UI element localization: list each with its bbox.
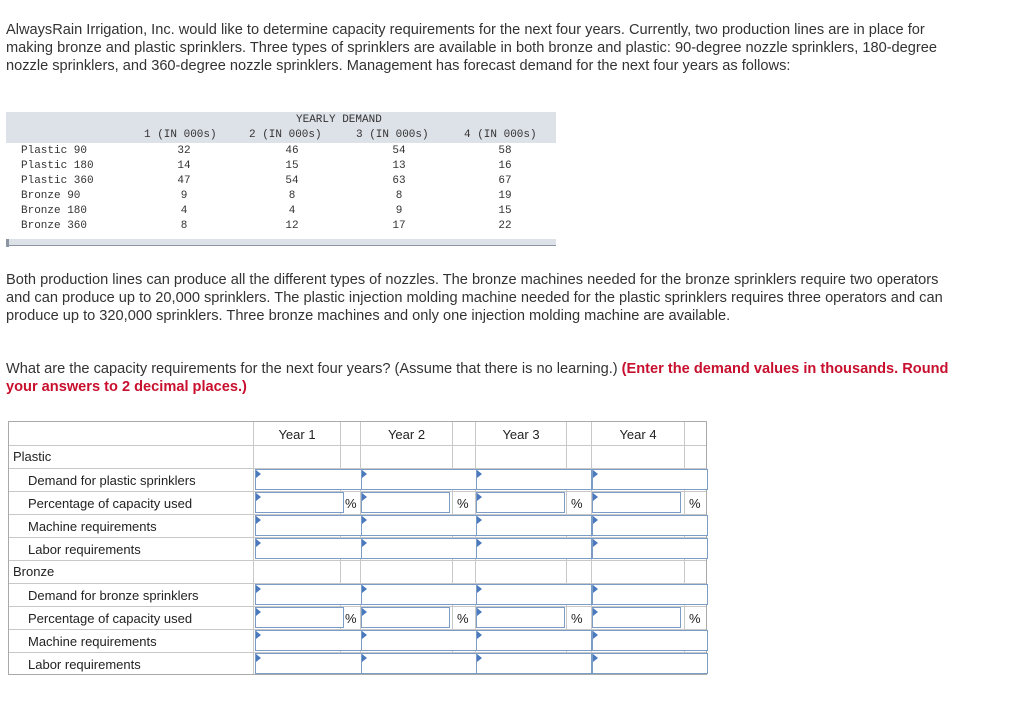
grid-line bbox=[253, 422, 254, 674]
plastic-capacity-year2-input[interactable] bbox=[361, 492, 450, 513]
demand-table-title: YEARLY DEMAND bbox=[296, 114, 382, 126]
bronze-labor-year2-input[interactable] bbox=[361, 653, 477, 674]
plastic-labor-year4-input[interactable] bbox=[592, 538, 708, 559]
production-description: Both production lines can produce all the different types of nozzles. The bronze machines needed for the bronze sprinklers require two operators and can produce up to 20,000 sprinklers. The plastic injection molding machine needed for the plastic sprinklers requires three operators and can produce up to 320,000 sprinklers. Three bronze machines and only one injection molding machine are available. bbox=[6, 272, 943, 324]
demand-cell: 13 bbox=[392, 160, 406, 172]
demand-row-label: Bronze 360 bbox=[21, 220, 88, 232]
demand-row-label: Bronze 180 bbox=[21, 205, 88, 217]
year-header: Year 2 bbox=[387, 427, 426, 442]
demand-cell: 8 bbox=[288, 190, 296, 202]
bronze-machine-year2-input[interactable] bbox=[361, 630, 477, 651]
plastic-labor-year1-input[interactable] bbox=[255, 538, 371, 559]
plastic-demand-year3-input[interactable] bbox=[476, 469, 592, 490]
demand-cell: 15 bbox=[285, 160, 299, 172]
row-label: Demand for plastic sprinklers bbox=[28, 473, 196, 488]
demand-row-label: Plastic 90 bbox=[21, 145, 88, 157]
question-instruction: (Enter the demand values in thousands. Round your answers to 2 decimal places.) bbox=[6, 361, 949, 395]
demand-col-header: 3 (IN 000s) bbox=[356, 129, 429, 141]
bronze-demand-year1-input[interactable] bbox=[255, 584, 371, 605]
percent-sign: % bbox=[345, 496, 357, 511]
percent-sign: % bbox=[571, 496, 583, 511]
plastic-machine-year1-input[interactable] bbox=[255, 515, 371, 536]
plastic-capacity-year1-input[interactable] bbox=[255, 492, 344, 513]
plastic-machine-year3-input[interactable] bbox=[476, 515, 592, 536]
demand-cell: 22 bbox=[498, 220, 512, 232]
plastic-demand-year4-input[interactable] bbox=[592, 469, 708, 490]
percent-sign: % bbox=[689, 611, 701, 626]
row-label: Machine requirements bbox=[28, 634, 157, 649]
row-label: Percentage of capacity used bbox=[28, 611, 193, 626]
section-heading-bronze: Bronze bbox=[13, 564, 55, 579]
demand-cell: 63 bbox=[392, 175, 406, 187]
bronze-machine-year1-input[interactable] bbox=[255, 630, 371, 651]
demand-cell: 9 bbox=[395, 205, 403, 217]
demand-cell: 4 bbox=[180, 205, 188, 217]
year-header: Year 4 bbox=[619, 427, 657, 442]
percent-sign: % bbox=[345, 611, 357, 626]
plastic-machine-year4-input[interactable] bbox=[592, 515, 708, 536]
demand-cell: 19 bbox=[498, 190, 512, 202]
bronze-demand-year3-input[interactable] bbox=[476, 584, 592, 605]
bronze-capacity-year4-input[interactable] bbox=[592, 607, 681, 628]
plastic-capacity-year3-input[interactable] bbox=[476, 492, 565, 513]
demand-col-header: 1 (IN 000s) bbox=[144, 129, 217, 141]
demand-cell: 32 bbox=[177, 145, 191, 157]
demand-cell: 17 bbox=[392, 220, 406, 232]
demand-row-label: Plastic 180 bbox=[21, 160, 94, 172]
demand-cell: 4 bbox=[288, 205, 296, 217]
question-text: What are the capacity requirements for the next four years? (Assume that there is no learning.) bbox=[6, 361, 622, 377]
plastic-labor-year3-input[interactable] bbox=[476, 538, 592, 559]
bronze-labor-year4-input[interactable] bbox=[592, 653, 708, 674]
demand-cell: 54 bbox=[392, 145, 406, 157]
percent-sign: % bbox=[689, 496, 701, 511]
demand-col-header: 2 (IN 000s) bbox=[249, 129, 322, 141]
demand-cell: 54 bbox=[285, 175, 299, 187]
plastic-demand-year1-input[interactable] bbox=[255, 469, 371, 490]
demand-cell: 8 bbox=[395, 190, 403, 202]
demand-cell: 67 bbox=[498, 175, 512, 187]
year-header: Year 1 bbox=[278, 427, 316, 442]
problem-intro: AlwaysRain Irrigation, Inc. would like to determine capacity requirements for the next four years. Currently, two production lines are in place for making bronze and plastic sprinklers. Three types of sprinklers are available in both bronze and plastic: 90-degree nozzle sprinklers, 180-degree nozzle sprinklers, and 360-degree nozzle sprinklers. Management has forecast demand for the next four years as follows: bbox=[6, 22, 937, 74]
plastic-capacity-year4-input[interactable] bbox=[592, 492, 681, 513]
demand-cell: 14 bbox=[177, 160, 191, 172]
grid-line bbox=[9, 445, 706, 446]
demand-table bbox=[6, 112, 556, 247]
percent-sign: % bbox=[457, 496, 469, 511]
demand-cell: 12 bbox=[285, 220, 299, 232]
row-label: Percentage of capacity used bbox=[28, 496, 193, 511]
section-heading-plastic: Plastic bbox=[13, 449, 52, 464]
demand-cell: 8 bbox=[180, 220, 188, 232]
bronze-labor-year3-input[interactable] bbox=[476, 653, 592, 674]
plastic-labor-year2-input[interactable] bbox=[361, 538, 477, 559]
bronze-demand-year4-input[interactable] bbox=[592, 584, 708, 605]
answer-table bbox=[8, 421, 707, 675]
demand-cell: 58 bbox=[498, 145, 512, 157]
row-label: Labor requirements bbox=[28, 542, 141, 557]
row-label: Machine requirements bbox=[28, 519, 157, 534]
demand-row-label: Plastic 360 bbox=[21, 175, 94, 187]
plastic-demand-year2-input[interactable] bbox=[361, 469, 477, 490]
demand-table-underline bbox=[6, 245, 556, 246]
bronze-machine-year3-input[interactable] bbox=[476, 630, 592, 651]
year-header: Year 3 bbox=[502, 427, 540, 442]
bronze-capacity-year2-input[interactable] bbox=[361, 607, 450, 628]
row-label: Demand for bronze sprinklers bbox=[28, 588, 199, 603]
demand-cell: 15 bbox=[498, 205, 512, 217]
demand-cell: 9 bbox=[180, 190, 188, 202]
plastic-machine-year2-input[interactable] bbox=[361, 515, 477, 536]
demand-col-header: 4 (IN 000s) bbox=[464, 129, 537, 141]
bronze-machine-year4-input[interactable] bbox=[592, 630, 708, 651]
percent-sign: % bbox=[457, 611, 469, 626]
demand-cell: 46 bbox=[285, 145, 299, 157]
row-label: Labor requirements bbox=[28, 657, 141, 672]
bronze-capacity-year3-input[interactable] bbox=[476, 607, 565, 628]
demand-cell: 47 bbox=[177, 175, 191, 187]
bronze-labor-year1-input[interactable] bbox=[255, 653, 371, 674]
bronze-demand-year2-input[interactable] bbox=[361, 584, 477, 605]
demand-row-label: Bronze 90 bbox=[21, 190, 81, 202]
question-prompt bbox=[6, 360, 951, 396]
demand-table-footer-edge bbox=[6, 239, 9, 247]
demand-cell: 16 bbox=[498, 160, 512, 172]
bronze-capacity-year1-input[interactable] bbox=[255, 607, 344, 628]
grid-line bbox=[9, 560, 706, 561]
percent-sign: % bbox=[571, 611, 583, 626]
